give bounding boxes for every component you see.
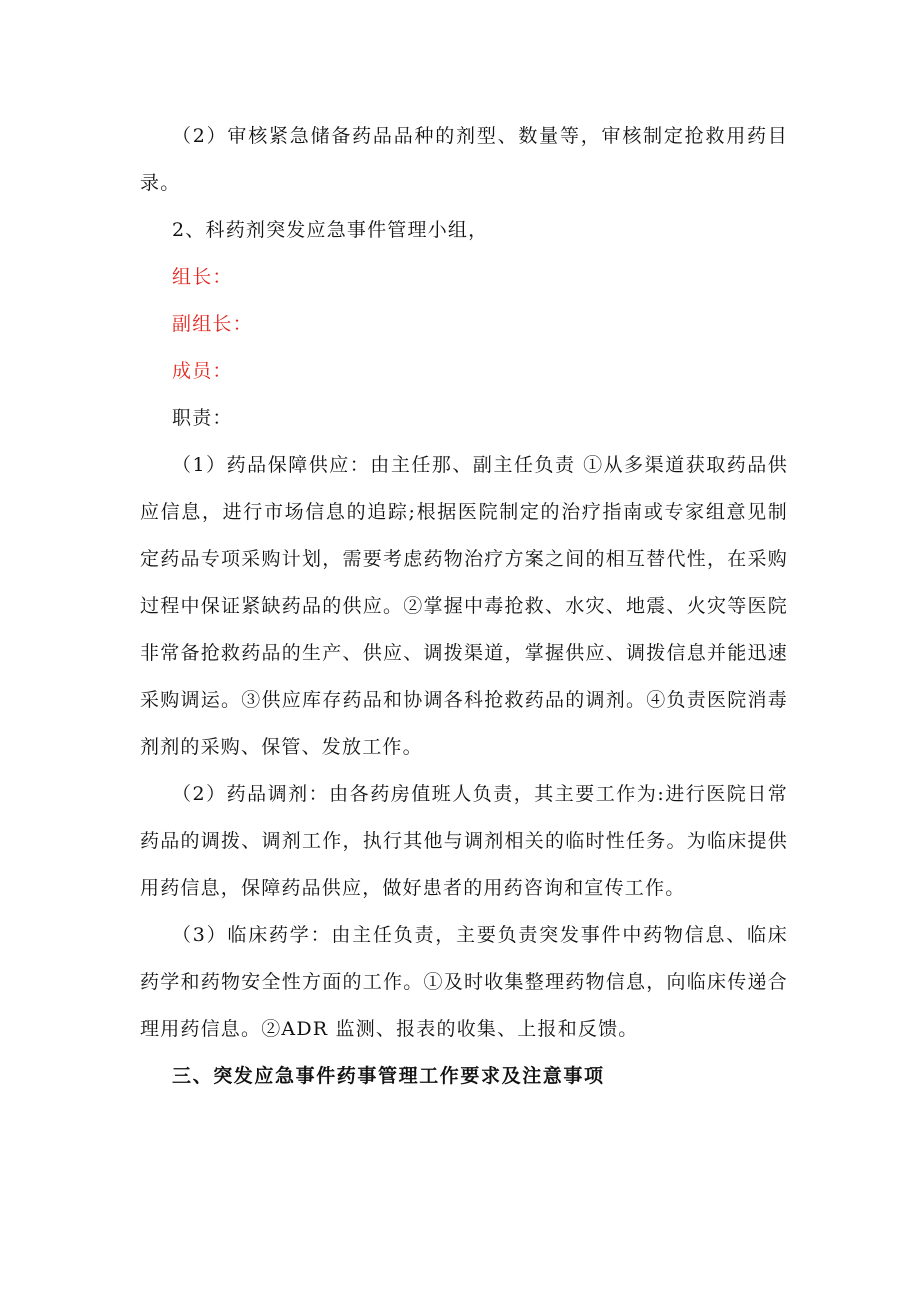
paragraph-leader: 组长：: [172, 266, 233, 288]
paragraph-drug-dispensing: （2）药品调剂：由各药房值班人负责，其主要工作为:进行医院日常药品的调拨、调剂工作，执行其他与调剂相关的临时性任务。为临床提供用药信息，保障药品供应，做好患者的用药咨询和宣传工作。: [140, 783, 788, 899]
paragraph-drug-supply: （1）药品保障供应：由主任那、副主任负责 ①从多渠道获取药品供应信息，进行市场信息的追踪;根据医院制定的治疗指南或专家组意见制定药品专项采购计划，需要考虑药物治疗方案之间的相互替代性，在采购过程中保证紧缺药品的供应。②掌握中毒抢救、水灾、地震、火灾等医院非常备抢救药品的生产、供应、调拨渠道，掌握供应、调拨信息并能迅速采购调运。③供应库存药品和协调各科抢救药品的调剂。④负责医院消毒剂剂的采购、保管、发放工作。: [140, 454, 788, 758]
paragraph-review-emergency-stock: （2）审核紧急储备药品品种的剂型、数量等，审核制定抢救用药目录。: [140, 125, 788, 194]
paragraph-deputy-leader: 副组长：: [172, 313, 253, 335]
document-body: [140, 113, 788, 1100]
paragraph-members: 成员：: [172, 360, 233, 382]
section-heading-three: 三、突发应急事件药事管理工作要求及注意事项: [172, 1065, 605, 1087]
paragraph-group-title: 2、科药剂突发应急事件管理小组，: [172, 219, 489, 241]
paragraph-clinical-pharmacy: （3）临床药学：由主任负责，主要负责突发事件中药物信息、临床药学和药物安全性方面的工作。①及时收集整理药物信息，向临床传递合理用药信息。②ADR 监测、报表的收集、上报和反馈。: [140, 924, 788, 1040]
paragraph-duties: 职责：: [172, 407, 233, 429]
